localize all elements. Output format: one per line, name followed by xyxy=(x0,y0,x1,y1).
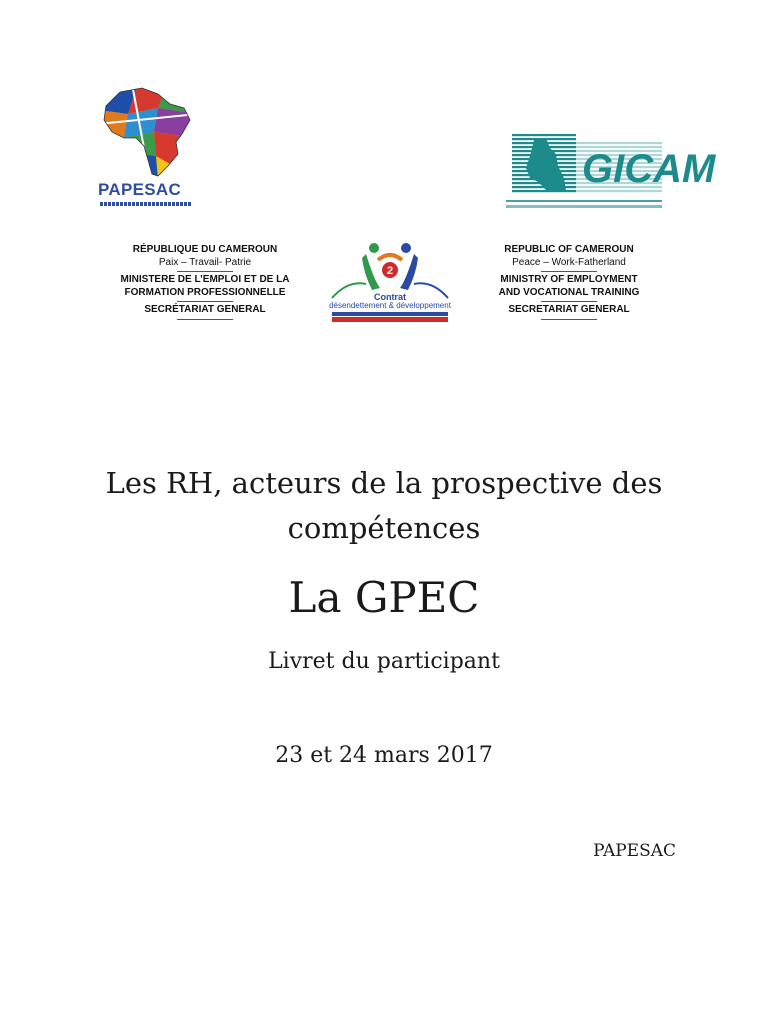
organization-name: PAPESAC xyxy=(593,841,676,861)
divider xyxy=(541,271,597,272)
ministry-name-line1: MINISTERE DE L’EMPLOI ET DE LA xyxy=(120,274,290,286)
secretariat-name: SECRÉTARIAT GENERAL xyxy=(144,304,266,316)
national-motto: Peace – Work-Fatherland xyxy=(512,256,626,268)
national-motto: Paix – Travail- Patrie xyxy=(158,256,252,268)
divider xyxy=(177,319,233,320)
ministry-name-line1: MINISTRY OF EMPLOYMENT xyxy=(500,274,638,286)
c2d-logo xyxy=(328,240,452,324)
africa-map-icon xyxy=(98,84,198,180)
document-title-line1: Les RH, acteurs de la prospective des xyxy=(105,466,663,500)
country-name: RÉPUBLIQUE DU CAMEROUN xyxy=(132,244,278,255)
c2d-emblem-icon xyxy=(328,240,452,324)
svg-text:Contrat: Contrat xyxy=(374,292,406,302)
document-title-line2: compétences xyxy=(287,511,481,545)
subtitle: Livret du participant xyxy=(268,649,500,674)
main-title: La GPEC xyxy=(288,573,480,622)
divider xyxy=(177,301,233,302)
divider xyxy=(541,319,597,320)
header-french xyxy=(105,244,305,322)
divider xyxy=(177,271,233,272)
ministry-name-line2: FORMATION PROFESSIONNELLE xyxy=(124,286,286,298)
gicam-logo xyxy=(506,134,716,214)
svg-text:désendettement & développement: désendettement & développement xyxy=(329,301,451,310)
papesac-tagline-mark xyxy=(100,202,192,206)
papesac-logo xyxy=(98,84,198,214)
secretariat-name: SECRETARIAT GENERAL xyxy=(508,304,630,316)
header-english xyxy=(469,244,669,322)
country-name: REPUBLIC OF CAMEROUN xyxy=(504,244,634,255)
divider xyxy=(541,301,597,302)
gicam-emblem-icon xyxy=(506,134,716,214)
gicam-wordmark: GICAM xyxy=(582,147,716,191)
papesac-wordmark: PAPESAC xyxy=(98,180,182,199)
ministry-name-line2: AND VOCATIONAL TRAINING xyxy=(498,286,640,298)
svg-text:2: 2 xyxy=(386,265,394,277)
event-date: 23 et 24 mars 2017 xyxy=(275,743,493,768)
